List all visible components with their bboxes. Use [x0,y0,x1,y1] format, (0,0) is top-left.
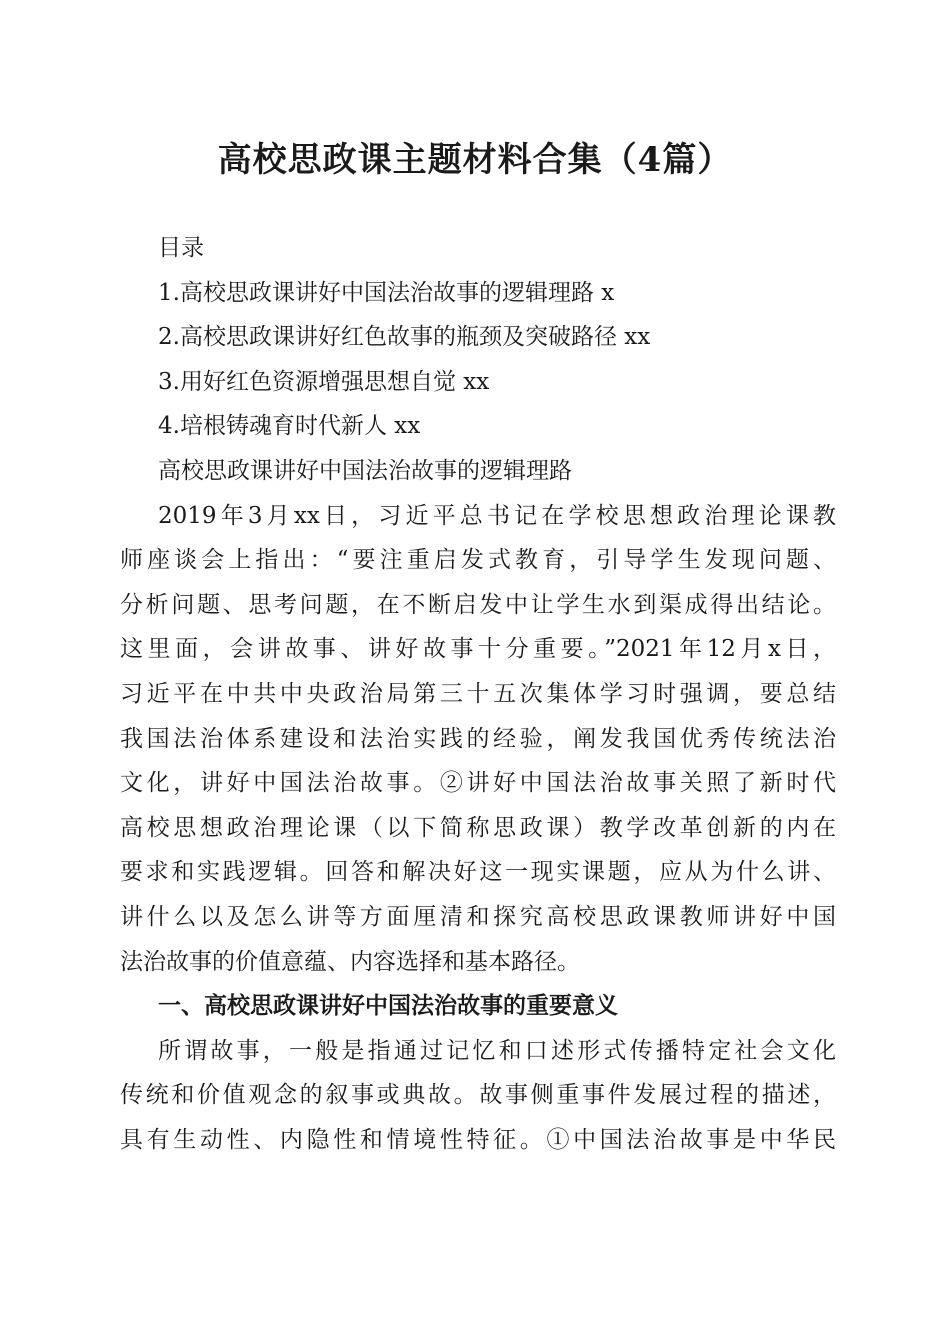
paragraph-line: 2019年3月xx日，习近平总书记在学校思想政治理论课教 [158,502,836,529]
toc-item-3: 3.用好红色资源增强思想自觉 xx [158,368,490,395]
paragraph-line: 分析问题、思考问题，在不断启发中让学生水到渠成得出结论。 [120,591,836,618]
paragraph-line: 我国法治体系建设和法治实践的经验，阐发我国优秀传统法治 [120,725,836,752]
paragraph-line: 传统和价值观念的叙事或典故。故事侧重事件发展过程的描述， [120,1082,836,1109]
article-title: 高校思政课讲好中国法治故事的逻辑理路 [158,457,572,484]
paragraph-1 [120,494,836,985]
toc-item-2: 2.高校思政课讲好红色故事的瓶颈及突破路径 xx [158,324,651,351]
paragraph-line: 习近平在中共中央政治局第三十五次集体学习时强调，要总结 [120,680,836,707]
paragraph-line: 文化，讲好中国法治故事。②讲好中国法治故事关照了新时代 [120,770,836,797]
paragraph-line: 具有生动性、内隐性和情境性特征。①中国法治故事是中华民 [120,1126,836,1153]
paragraph-2 [120,1029,836,1163]
paragraph-line: 讲什么以及怎么讲等方面厘清和探究高校思政课教师讲好中国 [120,903,836,930]
section-heading: 一、高校思政课讲好中国法治故事的重要意义 [158,993,618,1020]
toc-heading: 目录 [158,235,204,261]
toc-item-1: 1.高校思政课讲好中国法治故事的逻辑理路 x [158,279,615,306]
paragraph-line: 高校思想政治理论课（以下简称思政课）教学改革创新的内在 [120,814,836,841]
document-body [120,226,836,1162]
paragraph-line: 法治故事的价值意蕴、内容选择和基本路径。 [120,948,580,975]
paragraph-line: 师座谈会上指出：“要注重启发式教育，引导学生发现问题、 [120,547,836,574]
document-title: 高校思政课主题材料合集（4篇） [217,140,733,180]
paragraph-line: 所谓故事，一般是指通过记忆和口述形式传播特定社会文化 [158,1037,836,1064]
paragraph-line: 要求和实践逻辑。回答和解决好这一现实课题，应从为什么讲、 [120,859,836,886]
paragraph-line: 这里面，会讲故事、讲好故事十分重要。”2021年12月x日， [120,636,836,663]
toc-item-4: 4.培根铸魂育时代新人 xx [158,413,421,440]
